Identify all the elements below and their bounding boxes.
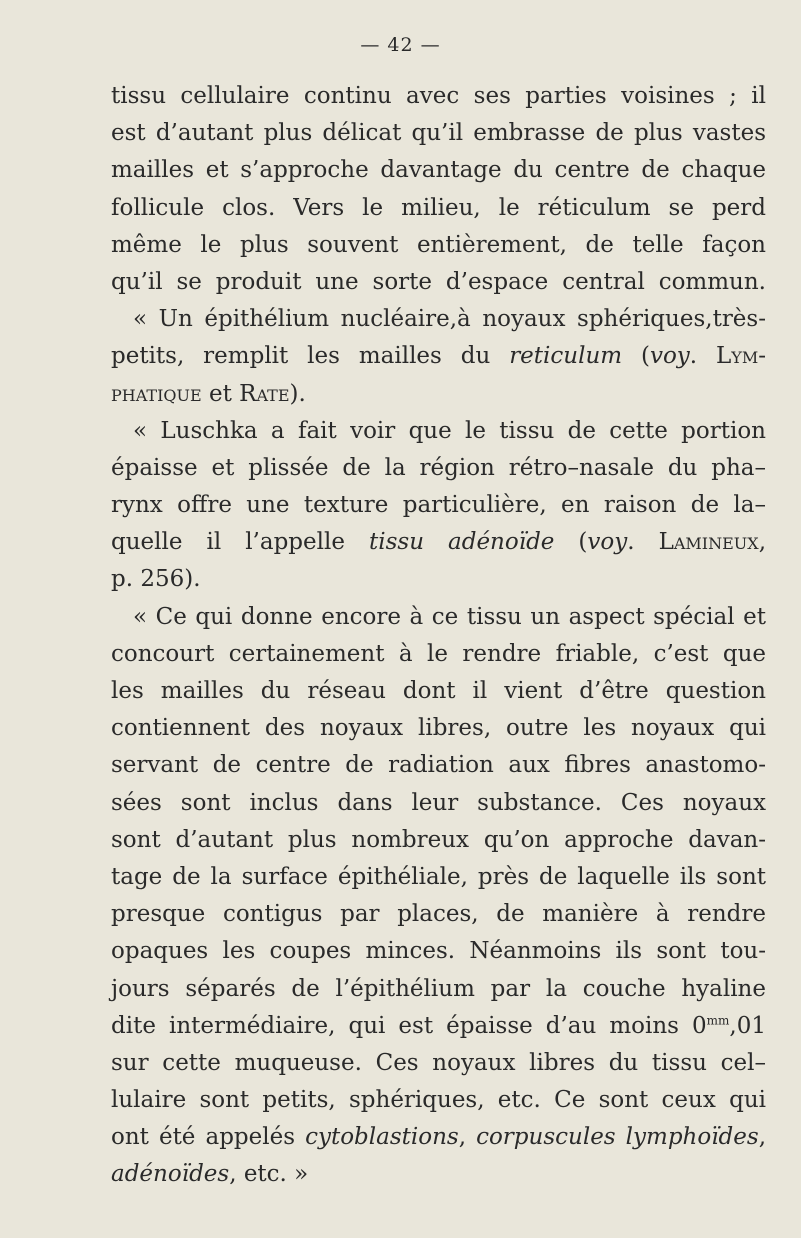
text-line: sur cette muqueuse. Ces noyaux libres du tissu cel– (111, 1049, 766, 1076)
text-line: « Luschka a fait voir que le tissu de cette portion (133, 417, 766, 444)
text-line: opaques les coupes minces. Néanmoins ils sont tou- (111, 938, 766, 965)
text-line: mailles et s’approche davantage du centre de chaque (111, 157, 766, 184)
text-line: dite intermédiaire, qui est épaisse d’au moins $0^{mm},01$ (111, 1012, 766, 1039)
text-line: est d’autant plus délicat qu’il embrasse de plus vastes (111, 120, 766, 147)
text-line: jours séparés de l’épithélium par la couche hyaline (111, 975, 766, 1002)
text-line: rynx offre une texture particulière, en raison de la– (111, 492, 766, 519)
text-line: tissu cellulaire continu avec ses parties voisines ; il (111, 83, 766, 109)
text-line: « Un épithélium nucléaire,à noyaux sphériques,très- (133, 306, 766, 333)
text-line: « Ce qui donne encore à ce tissu un aspect spécial et (133, 603, 766, 630)
text-line: petits, remplit les mailles du reticulum (voy. Lym- (111, 343, 767, 370)
text-line: sont d’autant plus nombreux qu’on approche davan- (111, 826, 766, 853)
text-line: épaisse et plissée de la région rétro–nasale du pha– (111, 454, 766, 481)
text-line: p. 256). (111, 566, 201, 593)
text-line: lulaire sont petits, sphériques, etc. Ce sont ceux qui (111, 1087, 766, 1114)
text-line: les mailles du réseau dont il vient d’être question (111, 678, 766, 704)
text-line: ont été appelés cytoblastions, corpuscules lymphoïdes, (111, 1124, 767, 1151)
page-number: — 42 — (360, 34, 441, 56)
text-line: tage de la surface épithéliale, près de laquelle ils sont (111, 863, 766, 890)
text-line: contiennent des noyaux libres, outre les noyaux qui (111, 715, 766, 742)
text-line: quelle il l’appelle tissu adénoïde (voy. Lamineux, (111, 529, 766, 556)
text-line: même le plus souvent entièrement, de telle façon (111, 231, 766, 258)
text-line: phatique et Rate). (111, 380, 306, 407)
text-line: sées sont inclus dans leur substance. Ces noyaux (111, 789, 766, 816)
text-line: concourt certainement à le rendre friable, c’est que (111, 640, 766, 667)
body-text (111, 78, 766, 1194)
text-line: adénoïdes, etc. » (111, 1161, 309, 1188)
text-line: servant de centre de radiation aux fibres anastomo- (111, 752, 766, 779)
text-line: qu’il se produit une sorte d’espace central commun. (111, 268, 766, 295)
text-line: follicule clos. Vers le milieu, le réticulum se perd (111, 194, 766, 221)
text-line: presque contigus par places, de manière à rendre (111, 901, 766, 928)
